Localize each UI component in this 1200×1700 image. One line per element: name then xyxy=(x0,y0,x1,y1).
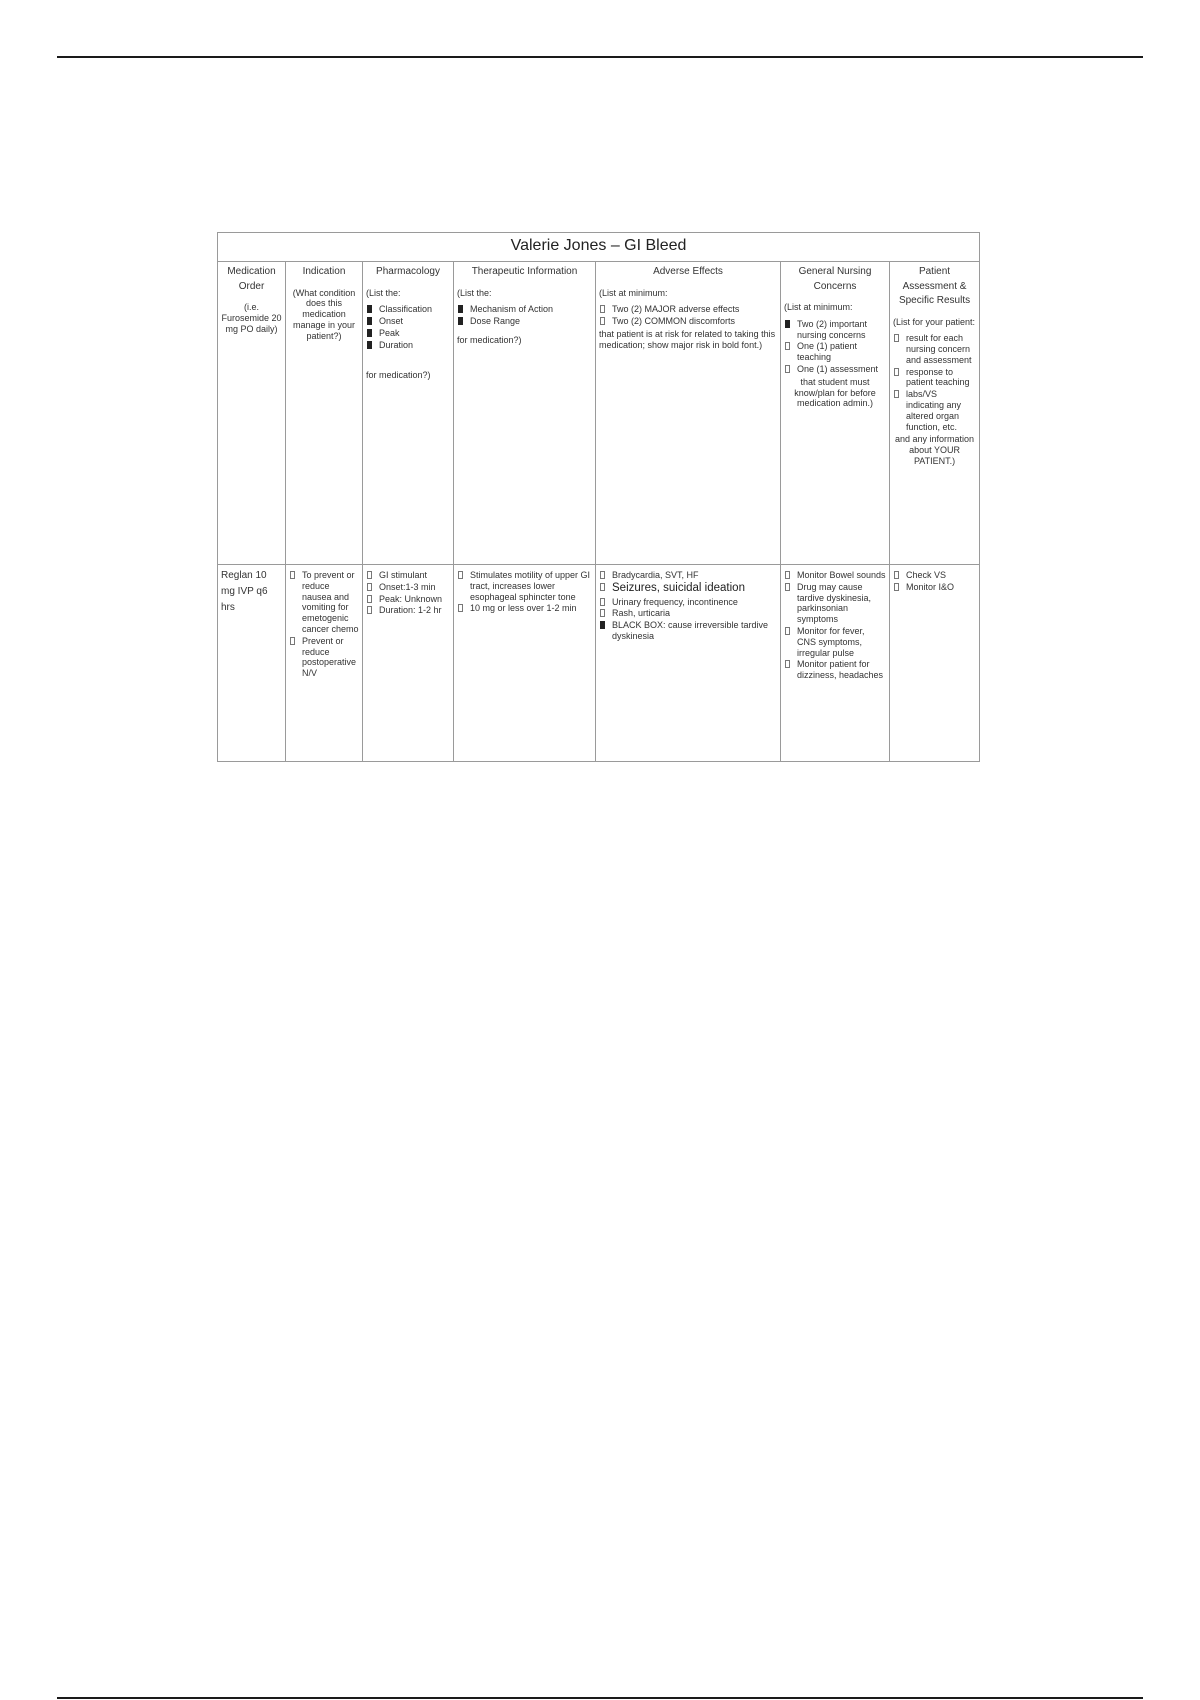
list-item: Peak: Unknown xyxy=(366,594,450,605)
cell-assessment xyxy=(890,565,980,762)
assessment-list xyxy=(893,333,976,432)
list-item: To prevent or reduce nausea and vomiting for emetogenic cancer chemo xyxy=(289,570,359,635)
list-item: Two (2) COMMON discomforts xyxy=(599,316,777,327)
list-item: Stimulates motility of upper GI tract, increases lower esophageal sphincter tone xyxy=(457,570,592,602)
list-item: Onset:1-3 min xyxy=(366,582,450,593)
cell-indication xyxy=(286,565,363,762)
list-item: response to patient teaching xyxy=(893,367,976,389)
list-item: Monitor for fever, CNS symptoms, irregular pulse xyxy=(784,626,886,658)
therapeutic-list xyxy=(457,304,592,327)
list-item: Urinary frequency, incontinence xyxy=(599,597,777,608)
list-item: Drug may cause tardive dyskinesia, parkinsonian symptoms xyxy=(784,582,886,625)
list-item: Prevent or reduce postoperative N/V xyxy=(289,636,359,679)
header-assessment: Patient Assessment & Specific Results (List for your patient: result for each nursing concern and assessment response to patient teaching labs/VS indicating any altered organ function, etc. and any information about YOUR PATIENT.) xyxy=(890,262,980,565)
list-item: Duration: 1-2 hr xyxy=(366,605,450,616)
list-item: Rash, urticaria xyxy=(599,608,777,619)
list-item: Onset xyxy=(366,316,450,327)
list-item-black-box: BLACK BOX: cause irreversible tardive dyskinesia xyxy=(599,620,777,642)
list-item: Two (2) important nursing concerns xyxy=(784,319,886,341)
table-title: Valerie Jones – GI Bleed xyxy=(218,233,980,262)
list-item: One (1) patient teaching xyxy=(784,341,886,363)
list-item: Bradycardia, SVT, HF xyxy=(599,570,777,581)
header-medication-order: Medication Order (i.e. Furosemide 20 mg PO daily) xyxy=(218,262,286,565)
pharmacology-list xyxy=(366,304,450,350)
list-item: Dose Range xyxy=(457,316,592,327)
cell-adverse xyxy=(596,565,781,762)
medication-table xyxy=(217,232,980,762)
list-item-major: Seizures, suicidal ideation xyxy=(599,582,777,596)
header-therapeutic: Therapeutic Information (List the: Mechanism of Action Dose Range for medication?) xyxy=(454,262,596,565)
list-item: GI stimulant xyxy=(366,570,450,581)
cell-therapeutic xyxy=(454,565,596,762)
adverse-list xyxy=(599,304,777,327)
list-item: One (1) assessment xyxy=(784,364,886,375)
list-item: Two (2) MAJOR adverse effects xyxy=(599,304,777,315)
list-item: Monitor I&O xyxy=(893,582,976,593)
header-adverse: Adverse Effects (List at minimum: Two (2) MAJOR adverse effects Two (2) COMMON discomforts that patient is at risk for related to taking this medication; show major risk in bold font.) xyxy=(596,262,781,565)
header-nursing: General Nursing Concerns (List at minimum: Two (2) important nursing concerns One (1) patient teaching One (1) assessment that student must know/plan for before medication admin.) xyxy=(781,262,890,565)
list-item: 10 mg or less over 1-2 min xyxy=(457,603,592,614)
list-item: Check VS xyxy=(893,570,976,581)
list-item: Peak xyxy=(366,328,450,339)
cell-pharmacology xyxy=(363,565,454,762)
nursing-list xyxy=(784,319,886,375)
header-indication: Indication (What condition does this medication manage in your patient?) xyxy=(286,262,363,565)
list-item: Duration xyxy=(366,340,450,351)
cell-medication-order: Reglan 10 mg IVP q6 hrs xyxy=(218,565,286,762)
list-item: Mechanism of Action xyxy=(457,304,592,315)
cell-nursing xyxy=(781,565,890,762)
list-item: Monitor patient for dizziness, headaches xyxy=(784,659,886,681)
header-row xyxy=(218,262,980,565)
header-pharmacology: Pharmacology (List the: Classification Onset Peak Duration for medication?) xyxy=(363,262,454,565)
bottom-rule xyxy=(57,1697,1143,1699)
list-item: result for each nursing concern and assessment xyxy=(893,333,976,365)
medication-row xyxy=(218,565,980,762)
list-item: Classification xyxy=(366,304,450,315)
list-item: labs/VS indicating any altered organ function, etc. xyxy=(893,389,976,432)
list-item: Monitor Bowel sounds xyxy=(784,570,886,581)
top-rule xyxy=(57,56,1143,58)
